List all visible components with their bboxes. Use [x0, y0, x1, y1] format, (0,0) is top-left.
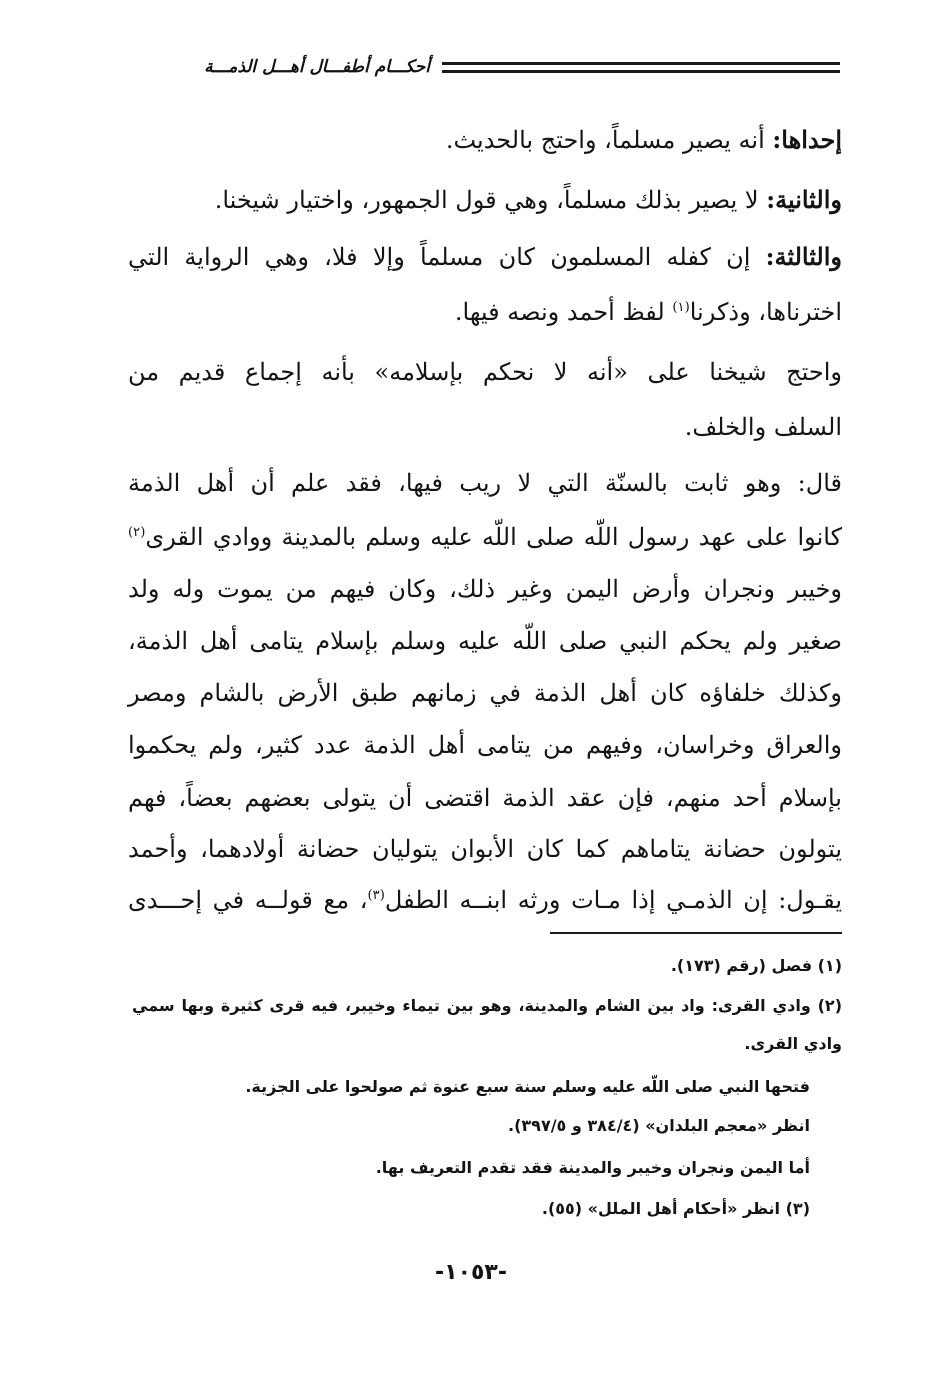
header-rule-top — [442, 62, 840, 65]
opinion-text-3: إن كفله المسلمون كان مسلماً وإلا فلا، وهي الرواية التي — [128, 243, 766, 271]
body-line-14: يتولون حضانة يتاماهم كما كان الأبوان يتوليان حضانة أولادهما، وأحمد — [128, 835, 842, 863]
body-line-3 — [128, 242, 842, 272]
opinion-label-2: والثانية: — [766, 185, 842, 214]
footnote-3: (٣) انظر «أحكام أهل الملل» (٥٥). — [541, 1199, 810, 1218]
body-text: ، مع قولــه في إحـــدى — [128, 886, 368, 914]
page-number: -١٠٥٣- — [435, 1260, 507, 1285]
opinion-text-2: لا يصير بذلك مسلماً، وهي قول الجمهور، واختيار شيخنا. — [214, 186, 767, 214]
body-text: اخترناها، وذكرنا — [689, 298, 842, 326]
footnote-separator — [550, 932, 842, 934]
body-line-6: السلف والخلف. — [684, 413, 842, 441]
body-line-9: وخيبر ونجران وأرض اليمن وغير ذلك، وكان فيهم من يموت وله ولد — [128, 575, 842, 603]
body-text: لفظ أحمد ونصه فيها. — [454, 298, 673, 326]
body-text: يقـول: إن الذمـي إذا مـات ورثه ابنــه الطفل — [384, 886, 842, 914]
footnote-1: (١) فصل (رقم (١٧٣). — [670, 956, 842, 975]
body-line-2 — [128, 185, 842, 215]
body-line-15 — [128, 885, 842, 915]
body-line-12: والعراق وخراسان، وفيهم من يتامى أهل الذمة عدد كثير، ولم يحكموا — [128, 731, 842, 759]
opinion-label-3: والثالثة: — [765, 242, 842, 271]
footnote-2-line-1: (٢) وادي القرى: واد بين الشام والمدينة، وهو بين تيماء وخيبر، فيه قرى كثيرة وبها سمي — [132, 996, 842, 1015]
footnote-2-line-5: أما اليمن ونجران وخيبر والمدينة فقد تقدم التعريف بها. — [375, 1158, 810, 1177]
body-text: كانوا على عهد رسول اللّه صلى اللّه عليه وسلم بالمدينة ووادي القرى — [145, 523, 842, 551]
body-line-1 — [128, 125, 842, 155]
footnote-ref-1: (١) — [672, 300, 690, 315]
body-line-13: بإسلام أحد منهم، فإن عقد الذمة اقتضى أن يتولى بعضهم بعضاً، فهم — [128, 784, 842, 812]
running-header-title: أحكـــام أطفـــال أهـــل الذمـــة — [204, 57, 430, 77]
header-rule-bottom — [442, 70, 840, 73]
body-line-8 — [128, 522, 842, 552]
body-line-5: واحتج شيخنا على «أنه لا نحكم بإسلامه» بأنه إجماع قديم من — [128, 358, 842, 386]
body-line-10: صغير ولم يحكم النبي صلى اللّه عليه وسلم بإسلام يتامى أهل الذمة، — [128, 627, 842, 655]
body-line-7: قال: وهو ثابت بالسنّة التي لا ريب فيها، فقد علم أن أهل الذمة — [128, 469, 842, 497]
opinion-text-1: أنه يصير مسلماً، واحتج بالحديث. — [445, 126, 773, 154]
footnote-2-line-3: فتحها النبي صلى اللّه عليه وسلم سنة سبع عنوة ثم صولحوا على الجزية. — [245, 1077, 810, 1096]
body-line-11: وكذلك خلفاؤه كان أهل الذمة في زمانهم طبق الأرض بالشام ومصر — [128, 679, 842, 707]
footnote-ref-2: (٢) — [128, 525, 146, 540]
body-line-4 — [128, 297, 842, 327]
footnote-ref-3: (٣) — [367, 888, 385, 903]
opinion-label-1: إحداها: — [772, 125, 842, 154]
footnote-2-line-4: انظر «معجم البلدان» (٣٨٤/٤ و ٣٩٧/٥). — [508, 1116, 810, 1135]
footnote-2-line-2: وادي القرى. — [744, 1034, 842, 1053]
